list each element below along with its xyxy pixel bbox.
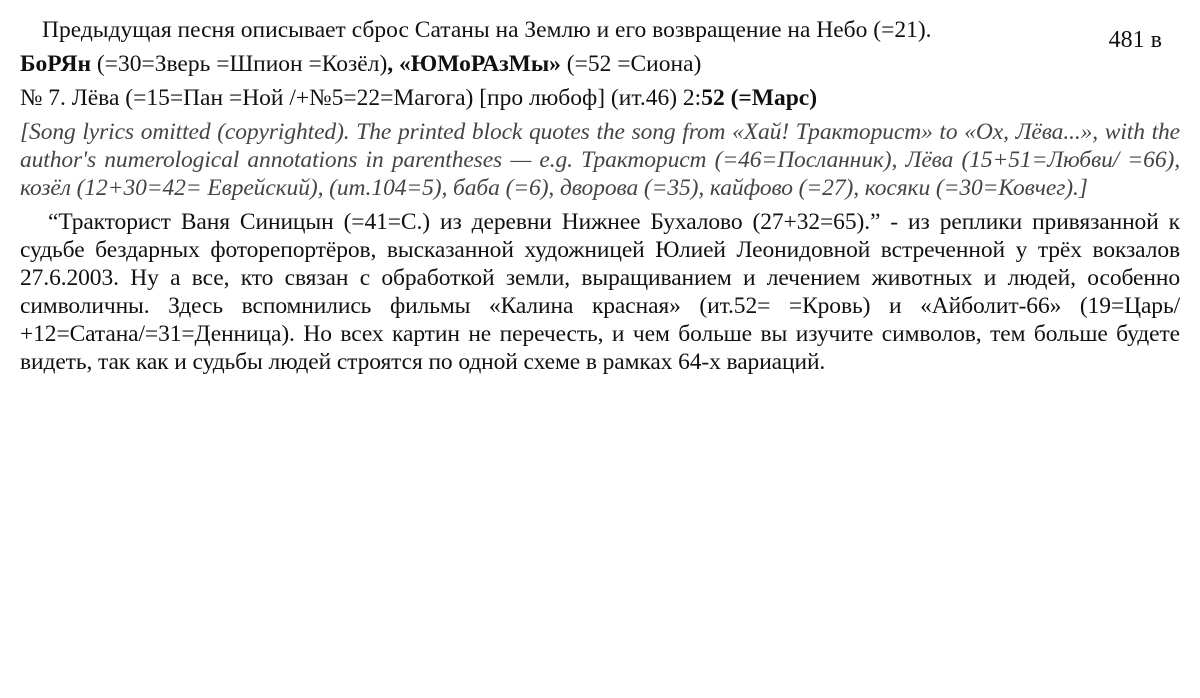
artist-annotation: (=30=Зверь =Шпион =Козёл) <box>90 51 388 77</box>
commentary-paragraph: “Тракторист Ваня Синицын (=41=С.) из деревни Нижнее Бухалово (27+32=65).” - из реплики привязанной к судьбе бездарных фоторепортёров, высказанной художницей Юлией Леонидовной встреченной у трёх вокзалов 27.6.2003. Ну а все, кто связан с обработкой земли, выращиванием и лечением животных и людей, особенно символичны. Здесь вспомнились фильмы «Калина красная» (ит.52= =Кровь) и «Айболит-66» (19=Царь/ +12=Сатана/=31=Денница). Но всех картин не перечесть, и чем больше вы изучите символов, тем больше будете видеть, так как и судьбы людей строятся по одной схеме в рамках 64-х вариаций. <box>20 209 1180 375</box>
document-page <box>20 16 1180 376</box>
titles-line <box>20 50 1180 78</box>
album-name: «ЮМоРАзМы» <box>399 51 561 77</box>
album-annotation: (=52 =Сиона) <box>560 51 702 77</box>
song-header-main: № 7. Лёва (=15=Пан =Ной /+№5=22=Магога) [про любоф] (ит.46) 2: <box>20 85 702 111</box>
intro-paragraph: Предыдущая песня описывает сброс Сатаны на Землю и его возвращение на Небо (=21). <box>42 17 932 43</box>
song-header <box>20 84 1180 112</box>
lyrics-paragraph: [Song lyrics omitted (copyrighted). The printed block quotes the song from «Хай! Тракторист» to «Ох, Лёва...», with the author's numerological annotations in parentheses — e.g. Тракторист (=46=Посланник), Лёва (15+51=Любви/ =66), козёл (12+30=42= Еврейский), (ит.104=5), баба (=6), дворова (=35), кайфово (=27), косяки (=30=Ковчег).] <box>20 119 1180 201</box>
song-mars-annotation: (=Марс) <box>730 85 818 111</box>
song-duration-seconds: 52 <box>701 85 725 111</box>
artist-name: БоРЯн <box>20 51 91 77</box>
titles-separator: , <box>387 51 400 77</box>
page-number: 481 в <box>1108 27 1162 53</box>
